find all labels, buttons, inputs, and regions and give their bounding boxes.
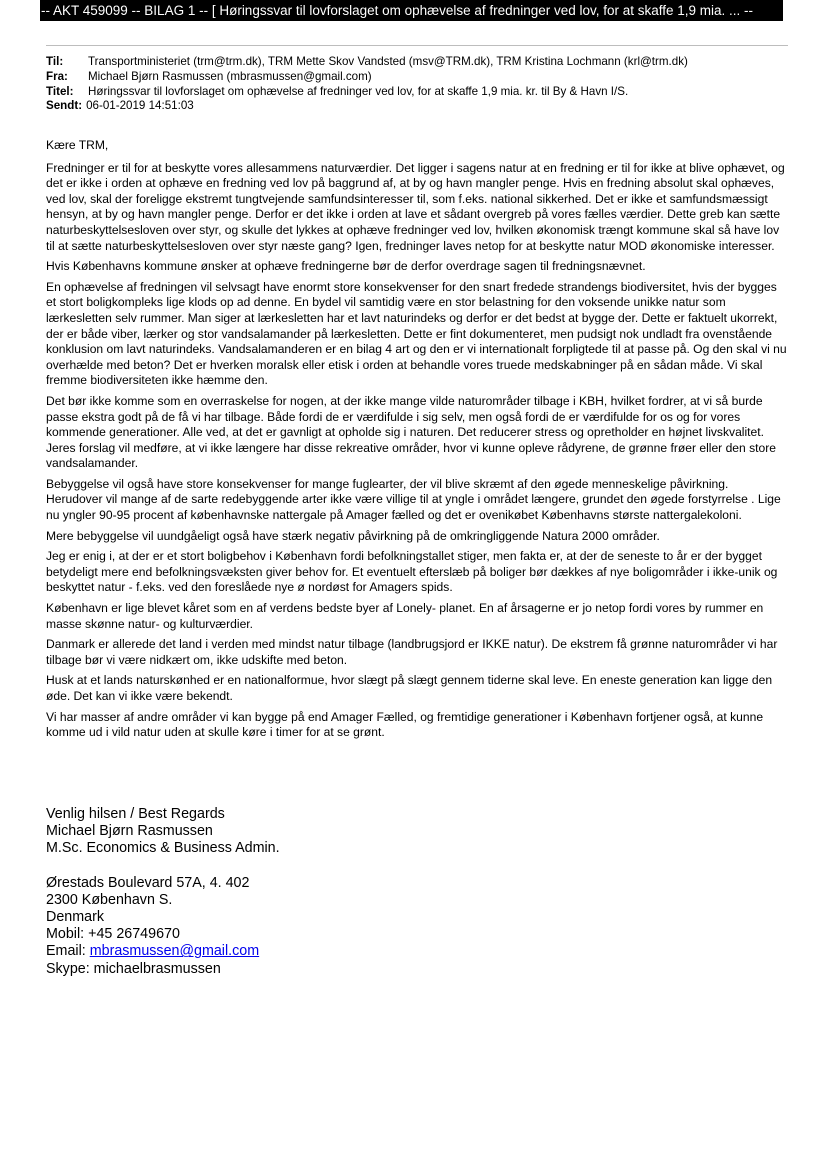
body-paragraph: København er lige blevet kåret som en af verdens bedste byer af Lonely- planet. En af årsagerne er jo netop fordi vores by rummer en masse skønne natur- og kulturværdier. xyxy=(46,601,764,631)
title-row xyxy=(46,85,791,100)
body-paragraph: Vi har masser af andre områder vi kan bygge på end Amager Fælled, og fremtidige generationer i København fortjener også, at kunne komme ud i vild natur uden at skulle køre i timer for at se grønt. xyxy=(46,709,764,740)
body-paragraph: Bebyggelse vil også have store konsekvenser for mange fuglearter, der vil blive skræmt af den øgede menneskelige påvirkning. Herudover vil mange af de sarte redebyggende arter ikke være villige til at yngle i området længere, grundet den øgede forstyrrelse . Lige nu yngler 90-95 procent af københavnske nattergale på Amager fælled og det er ovenikøbet Københavns største nattergalekoloni. xyxy=(46,476,781,523)
body-paragraph: Mere bebyggelse vil uundgåeligt også have stærk negativ påvirkning på de omkringliggende Natura 2000 områder. xyxy=(46,528,660,543)
email-body xyxy=(46,138,788,746)
sent-label: Sendt: xyxy=(46,99,83,113)
sig-address-line2: 2300 København S. xyxy=(46,891,173,908)
body-paragraph: Husk at et lands naturskønhed er en nationalformue, hvor slægt på slægt gennem tiderne skal leve. En eneste generation kan ligge den øde. Det kan vi ikke være bekendt. xyxy=(46,673,773,703)
body-paragraph: Danmark er allerede det land i verden med mindst natur tilbage (landbrugsjord er IKKE natur). De ekstrem få grønne naturområder vi har tilbage bør vi være nidkært om, ikke udskifte med beton. xyxy=(46,637,778,667)
title-value: Høringssvar til lovforslaget om ophævelse af fredninger ved lov, for at skaffe 1,9 mia. kr. til By & Havn I/S. xyxy=(88,84,629,98)
document-banner xyxy=(40,0,783,21)
to-label: Til: xyxy=(46,55,64,68)
sig-mobile: Mobil: +45 26749670 xyxy=(46,926,180,943)
email-headers xyxy=(46,55,791,114)
sig-degree: M.Sc. Economics & Business Admin. xyxy=(46,840,280,857)
sent-value: 06-01-2019 14:51:03 xyxy=(86,99,194,113)
sig-address-line1: Ørestads Boulevard 57A, 4. 402 xyxy=(46,874,250,891)
email-link[interactable]: mbrasmussen@gmail.com xyxy=(89,943,260,960)
from-value: Michael Bjørn Rasmussen (mbrasmussen@gmail.com) xyxy=(88,69,372,83)
greeting: Kære TRM, xyxy=(46,138,109,152)
title-label: Titel: xyxy=(46,84,74,98)
signature-block xyxy=(46,806,446,978)
from-label: Fra: xyxy=(46,69,68,83)
sent-row xyxy=(46,99,791,114)
body-paragraph: Jeg er enig i, at der er et stort boligbehov i København fordi befolkningstallet stiger, men fakta er, at der de seneste to år er der bygget betydeligt mere end befolkningsvæksten giver behov for. Et eventuelt efterslæb på boliger bør dækkes af nye boligområder i ikke-unik og beskyttet natur - f.eks. ved den foreslåede nye ø nordøst for Amagers spids. xyxy=(46,549,778,595)
header-divider xyxy=(46,45,788,46)
banner-text: -- AKT 459099 -- BILAG 1 -- [ Høringssvar til lovforslaget om ophævelse af fredninger ved lov, for at skaffe 1,9 mia. ... -- xyxy=(41,3,754,18)
sig-email-row xyxy=(46,943,446,960)
sig-email-label: Email: xyxy=(46,943,90,960)
sig-country: Denmark xyxy=(46,909,104,926)
body-paragraph: Hvis Københavns kommune ønsker at ophæve fredningerne bør de derfor overdrage sagen til fredningsnævnet. xyxy=(46,259,646,274)
to-row xyxy=(46,55,791,70)
body-paragraph: Det bør ikke komme som en overraskelse for nogen, at der ikke mange vilde naturområder tilbage i KBH, hvilket fordrer, at vi så burde passe ekstra godt på de få vi har tilbage. Både fordi de er værdifulde i sig selv, men også fordi de er værdifulde for os og for vores kommende generationer. Alle ved, at det er gavnligt at opholde sig i naturen. Det reducerer stress og opretholder en højnet livskvalitet. Jeres forslag vil medføre, at vi ikke længere har disse rekreative områder, hvor vi kunne opleve rådyrene, de grønne frøer eller den store vandsalamander. xyxy=(46,393,776,471)
sig-name: Michael Bjørn Rasmussen xyxy=(46,823,213,840)
sig-closing: Venlig hilsen / Best Regards xyxy=(46,806,225,822)
body-paragraph: Fredninger er til for at beskytte vores allesammens naturværdier. Det ligger i sagens natur at en fredning er til for ikke at blive ophævet, og det er ikke i orden at ophæve en fredning ved lov på baggrund af, at by og havn mangler penge. Hvis en fredning absolut skal ophæves, ved lov, skal der foreligge ekstremt tungtvejende samfundsinteresser til, som f.eks. national sikkerhed. Det er ikke et samfundsmæssigt hensyn, at by og havn mangler penge. Derfor er det ikke i orden at lave et sådant overgreb på vores fælles værdier. Dette greb kan sætte naturbeskyttelsesloven over styr, og skulle det lykkes at ophæve fredninger ved lov, hvilken økonomisk trængt kommune skal så have lov til at sætte naturbeskyttelsesloven over styr næste gang? Igen, fredninger laves netop for at beskytte natur MOD økonomiske interesser. xyxy=(46,160,785,253)
body-paragraph: En ophævelse af fredningen vil selvsagt have enormt store konsekvenser for den snart fredede strandengs biodiversitet, hvis der bygges et stort boligkompleks lige klods op ad denne. En bydel vil samtidig være en stor belastning for den voksende unikke natur som lærkesletten selv rummer. Man siger at lærkesletten har et lavt naturindeks og derfor er det bedst at bygge der. Dette er faktuelt ukorrekt, der er både viber, lærker og stor vandsalamander på lærkesletten. Dette er fint dokumenteret, men pudsigt nok undladt fra ovenstående konklusion om lavt naturindeks. Vandsalamanderen er en bilag 4 art og den er vi internationalt forpligtede til at passe på. Og den skal vi nu overhælde med beton? Det er hverken moralsk eller etisk i orden at behandle vores truede medskabninger på en sådan måde. Vi skal fremme biodiversiteten ikke hæmme den. xyxy=(46,279,787,388)
to-value: Transportministeriet (trm@trm.dk), TRM Mette Skov Vandsted (msv@TRM.dk), TRM Kristina Lochmann (krl@trm.dk) xyxy=(88,55,688,68)
sig-skype: Skype: michaelbrasmussen xyxy=(46,960,221,977)
from-row xyxy=(46,70,791,85)
